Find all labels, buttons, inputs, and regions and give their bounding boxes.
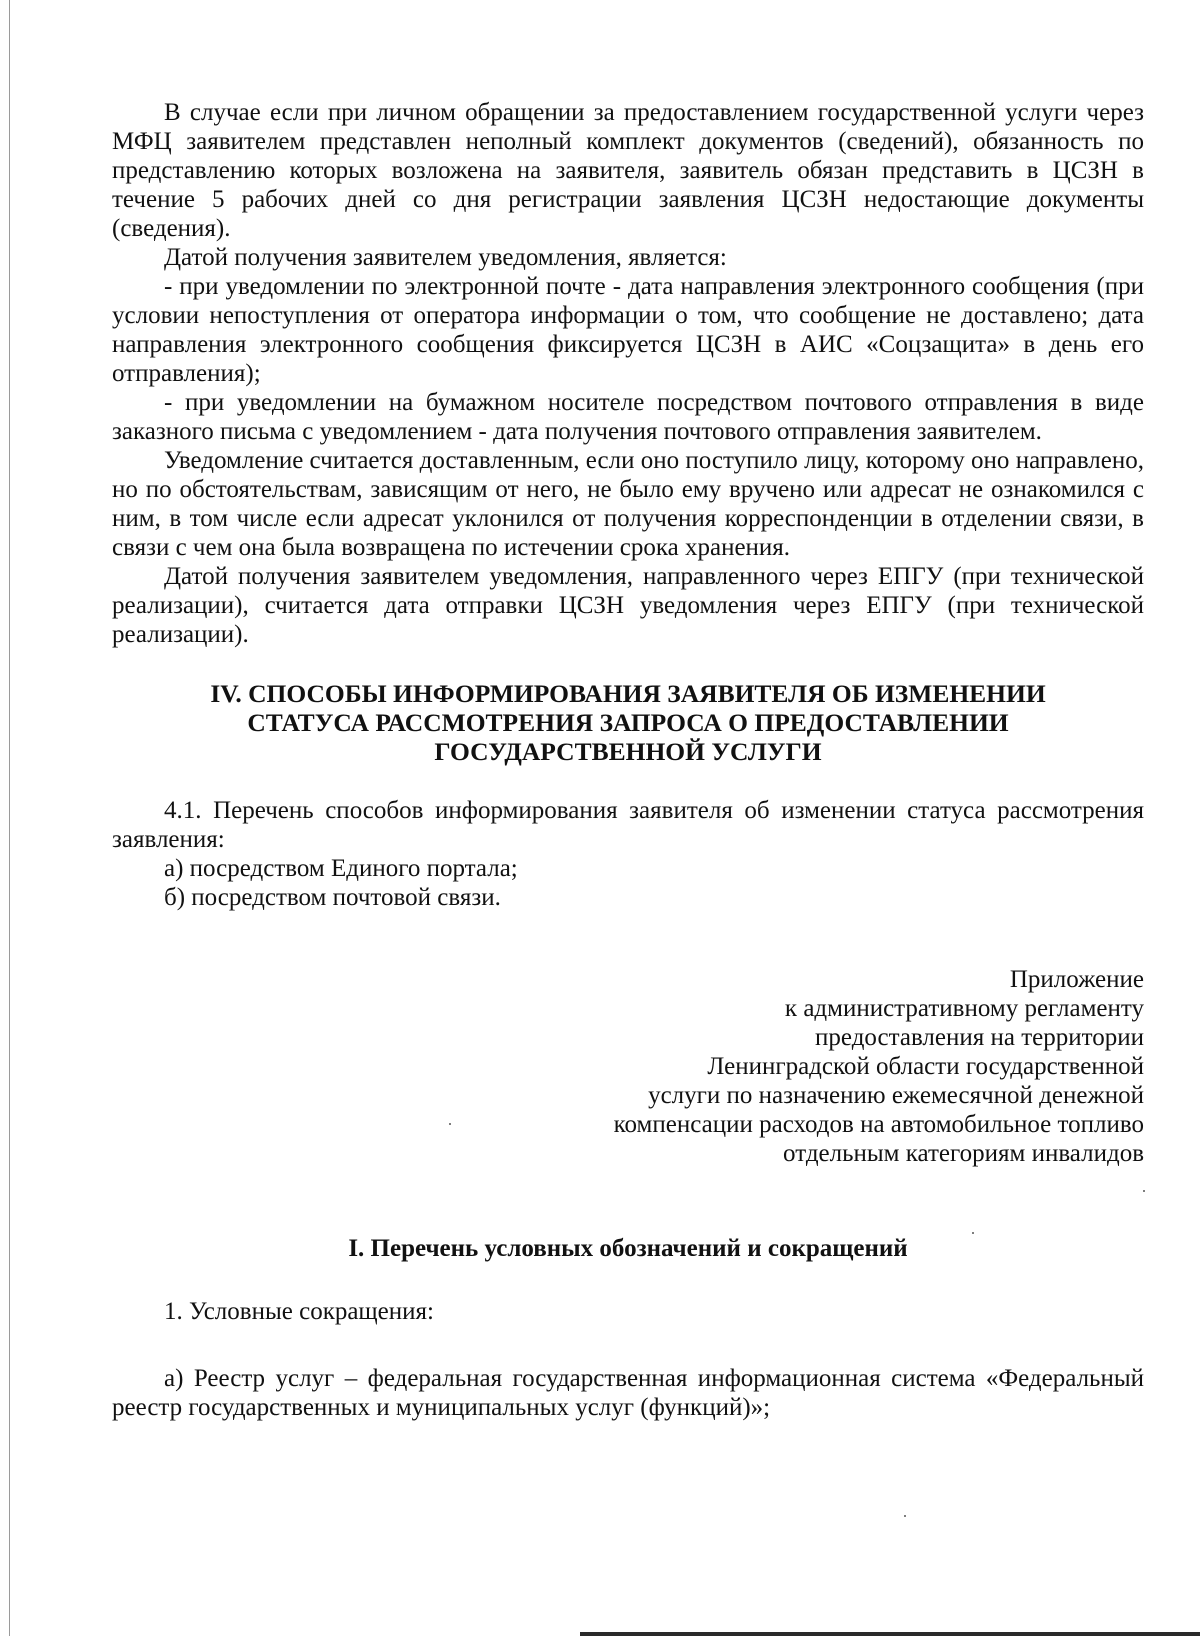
paragraph: Датой получения заявителем уведомления, является:: [164, 244, 727, 271]
section-heading: I. Перечень условных обозначений и сокращений: [348, 1235, 908, 1262]
paragraph: - при уведомлении по электронной почте - дата направления электронного сообщения (при условии непоступления от оператора информации о том, что сообщение не доставлено; дата направления электронного сообщения фиксируется ЦСЗН в АИС «Соцзащита» в день его отправления);: [112, 273, 1144, 387]
appendix-note: [112, 965, 1144, 1168]
section-heading: IV. СПОСОБЫ ИНФОРМИРОВАНИЯ ЗАЯВИТЕЛЯ ОБ ИЗМЕНЕНИИ СТАТУСА РАССМОТРЕНИЯ ЗАПРОСА О ПРЕДОСТАВЛЕНИИ ГОСУДАРСТВЕННОЙ УСЛУГИ: [210, 679, 1046, 766]
appendix-line: компенсации расходов на автомобильное топливо: [613, 1111, 1144, 1138]
document-body: [112, 98, 1144, 1422]
paragraph: Уведомление считается доставленным, если оно поступило лицу, которому оно направлено, но по обстоятельствам, зависящим от него, не было ему вручено или адресат не ознакомился с ним, в том числе если адресат уклонился от получения корреспонденции в отделении связи, в связи с чем она была возвращена по истечении срока хранения.: [112, 447, 1144, 561]
paragraph: 4.1. Перечень способов информирования заявителя об изменении статуса рассмотрения заявления:: [112, 797, 1144, 853]
appendix-line: к административному регламенту: [784, 995, 1144, 1022]
list-item: а) посредством Единого портала;: [164, 855, 518, 882]
appendix-line: предоставления на территории: [815, 1024, 1144, 1051]
appendix-line: Приложение: [1009, 966, 1144, 993]
paragraph: 1. Условные сокращения:: [164, 1298, 434, 1325]
appendix-line: услуги по назначению ежемесячной денежной: [648, 1082, 1144, 1109]
paragraph: В случае если при личном обращении за предоставлением государственной услуги через МФЦ заявителем представлен неполный комплект документов (сведений), обязанность по представлению которых возложена на заявителя, заявитель обязан представить в ЦСЗН в течение 5 рабочих дней со дня регистрации заявления ЦСЗН недостающие документы (сведения).: [112, 99, 1144, 242]
scan-edge-left: [9, 0, 10, 1636]
paragraph: - при уведомлении на бумажном носителе посредством почтового отправления в виде заказного письма с уведомлением - дата получения почтового отправления заявителем.: [112, 389, 1144, 445]
scan-speck: [904, 1515, 906, 1517]
paragraph: а) Реестр услуг – федеральная государственная информационная система «Федеральный реестр государственных и муниципальных услуг (функций)»;: [112, 1365, 1144, 1421]
paragraph: Датой получения заявителем уведомления, направленного через ЕПГУ (при технической реализации), считается дата отправки ЦСЗН уведомления через ЕПГУ (при технической реализации).: [112, 563, 1144, 648]
appendix-line: Ленинградской области государственной: [707, 1053, 1144, 1080]
scan-edge-bottom: [580, 1632, 1200, 1636]
list-item: б) посредством почтовой связи.: [164, 884, 501, 911]
appendix-line: отдельным категориям инвалидов: [783, 1140, 1144, 1167]
